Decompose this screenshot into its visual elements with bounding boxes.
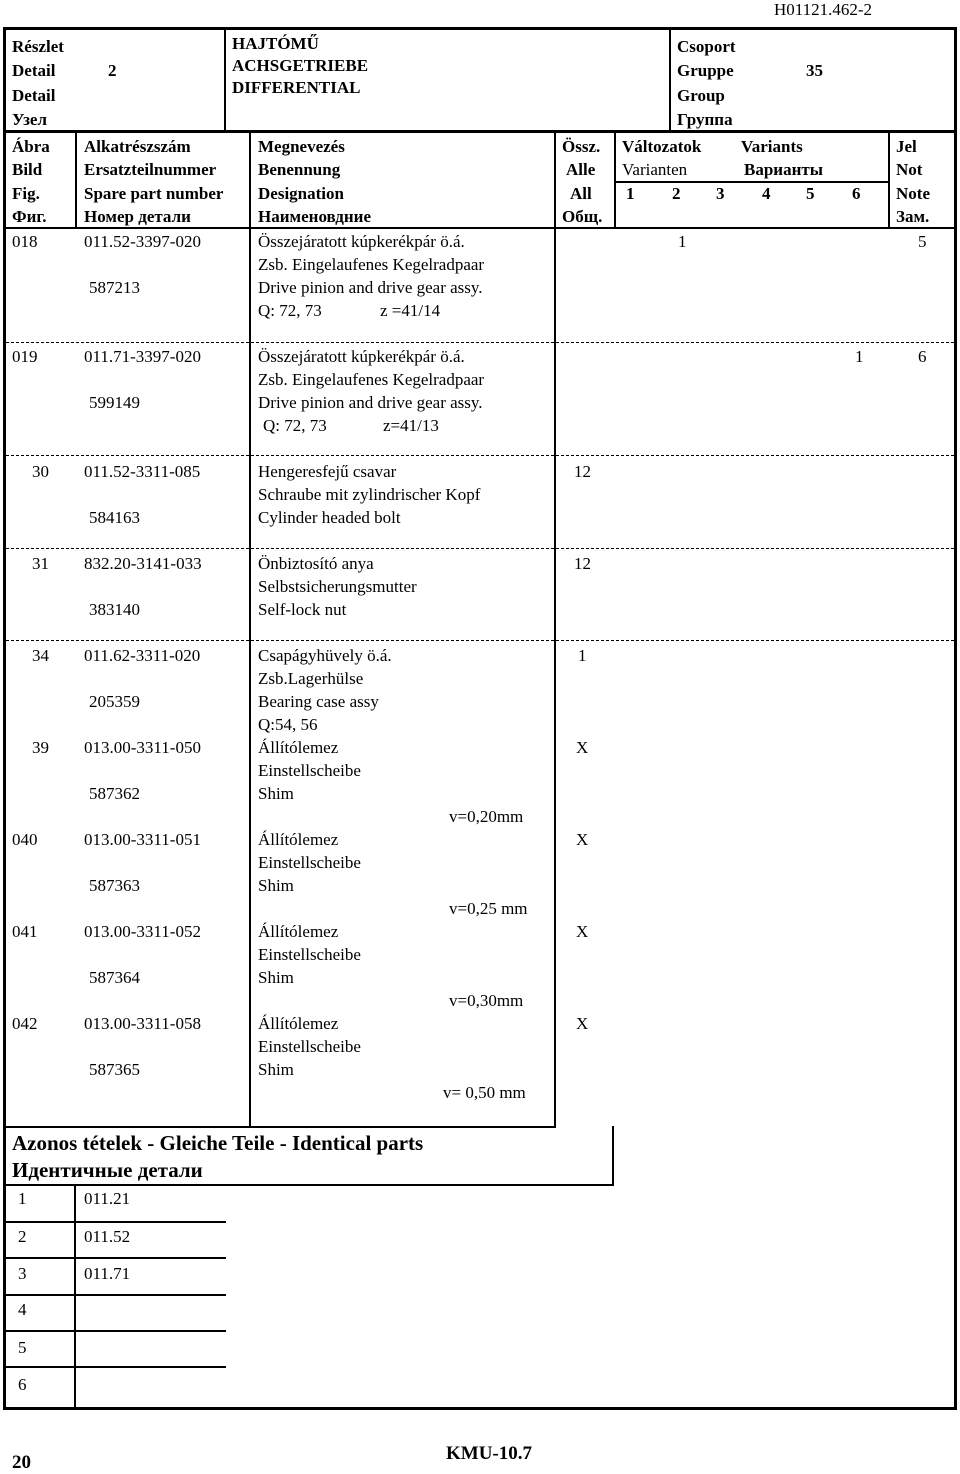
detail-label-en: Detail [12,86,56,105]
row-041-desc-en: Shim [258,968,294,987]
col-variants-en: Variants [741,137,803,156]
variant-num-1: 1 [626,184,635,203]
row-34-part: 011.62-3311-020 [84,646,201,665]
row-040-desc-en: Shim [258,876,294,895]
row-39-desc-de: Einstellscheibe [258,761,361,780]
row-34-desc-hu: Csapágyhüvely ö.á. [258,646,392,665]
col-desig-hu: Megnevezés [258,137,345,156]
row-39-desc-hu: Állítólemez [258,738,339,757]
row-018-fig: 018 [12,232,38,251]
row-018-z: z =41/14 [380,301,441,320]
col-note-en: Note [896,184,930,203]
row-018-part: 011.52-3397-020 [84,232,201,251]
row-042-desc-hu: Állítólemez [258,1014,339,1033]
header-divider [3,130,957,133]
row-018-q: Q: 72, 73 [258,301,322,320]
identical-parts-title: Azonos tételek - Gleiche Teile - Identical parts [12,1131,424,1155]
row-040-code: 587363 [89,876,140,895]
row-019-code: 599149 [89,393,140,412]
row-019-desc-hu: Összejáratott kúpkerékpár ö.á. [258,347,465,366]
row-042-thickness: v= 0,50 mm [443,1083,526,1102]
detail-label-de: Detail [12,61,56,80]
row-39-part: 013.00-3311-050 [84,738,201,757]
row-018-code: 587213 [89,278,140,297]
page-number: 20 [12,1452,31,1473]
row-042-code: 587365 [89,1060,140,1079]
row-041-thickness: v=0,30mm [449,991,524,1010]
row-019-desc-en: Drive pinion and drive gear assy. [258,393,483,412]
detail-label-ru: Узел [12,110,47,129]
row-34-desc-q: Q:54, 56 [258,715,318,734]
col-part-ru: Номер детали [84,207,191,226]
col-qty-en: All [570,184,592,203]
identical-item-5-n: 5 [18,1338,27,1357]
row-041-code: 587364 [89,968,140,987]
row-30-code: 584163 [89,508,140,527]
group-label-de: Gruppe [677,61,734,80]
col-desig-de: Benennung [258,160,341,179]
header-vline-1 [224,27,226,131]
row-019-desc-de: Zsb. Eingelaufenes Kegelradpaar [258,370,485,389]
row-019-q: Q: 72, 73 [263,416,327,435]
document-reference: H01121.462-2 [774,0,873,19]
identical-box-right [612,1126,614,1186]
row-042-desc-en: Shim [258,1060,294,1079]
row-31-part: 832.20-3141-033 [84,554,202,573]
variants-underline [616,181,888,183]
col-note-ru: Зам. [896,207,930,226]
row-018-desc-en: Drive pinion and drive gear assy. [258,278,483,297]
row-041-desc-hu: Állítólemez [258,922,339,941]
identical-row-line [6,1294,226,1296]
frame-bottom [3,1407,957,1410]
variant-num-6: 6 [852,184,861,203]
identical-row-line [6,1257,226,1259]
identical-item-2-v: 011.52 [84,1227,131,1246]
identical-item-1-v: 011.21 [84,1189,131,1208]
variant-num-5: 5 [806,184,815,203]
row-separator [6,342,954,343]
row-040-fig: 040 [12,830,38,849]
row-separator [6,455,954,456]
row-34-desc-de: Zsb.Lagerhülse [258,669,364,688]
col-fig-en: Fig. [12,184,40,203]
row-040-desc-de: Einstellscheibe [258,853,361,872]
row-019-z: z=41/13 [383,416,439,435]
row-040-qty: X [576,830,589,849]
row-041-desc-de: Einstellscheibe [258,945,361,964]
row-30-desc-de: Schraube mit zylindrischer Kopf [258,485,481,504]
variant-num-3: 3 [716,184,725,203]
col-line-desc [554,131,556,1128]
row-39-qty: X [576,738,589,757]
row-39-fig: 39 [32,738,49,757]
row-019-variant: 1 [855,347,864,366]
col-variants-de: Varianten [622,160,688,179]
frame-left [3,27,6,1410]
identical-col-line [74,1185,76,1407]
row-019-fig: 019 [12,347,38,366]
row-018-desc-de: Zsb. Eingelaufenes Kegelradpaar [258,255,485,274]
identical-row-line [6,1366,226,1368]
title-line-hu: HAJTÓMŰ [232,34,319,53]
row-31-desc-hu: Önbiztosító anya [258,554,374,573]
col-line-var [888,131,890,229]
col-fig-de: Bild [12,160,43,179]
row-040-thickness: v=0,25 mm [449,899,528,918]
row-042-part: 013.00-3311-058 [84,1014,201,1033]
identical-item-3-v: 011.71 [84,1264,131,1283]
identical-row-line [6,1221,226,1223]
row-30-part: 011.52-3311-085 [84,462,201,481]
identical-item-3-n: 3 [18,1264,27,1283]
variant-num-2: 2 [672,184,681,203]
row-018-note: 5 [918,232,927,251]
identical-item-6-n: 6 [18,1375,27,1394]
row-042-fig: 042 [12,1014,38,1033]
parts-table-bottom [3,1126,556,1128]
model-name: KMU-10.7 [446,1443,533,1464]
group-label-en: Group [677,86,725,105]
row-separator [6,640,954,641]
group-label-hu: Csoport [677,37,736,56]
row-042-qty: X [576,1014,589,1033]
group-number: 35 [806,61,823,80]
identical-row-line [6,1330,226,1332]
row-040-part: 013.00-3311-051 [84,830,201,849]
row-39-desc-en: Shim [258,784,294,803]
row-30-desc-hu: Hengeresfejű csavar [258,462,397,481]
col-desig-en: Designation [258,184,344,203]
identical-parts-title-ru: Идентичные детали [12,1158,203,1182]
row-041-part: 013.00-3311-052 [84,922,201,941]
title-line-de: ACHSGETRIEBE [232,56,369,75]
detail-label-hu: Részlet [12,37,64,56]
group-label-ru: Группа [677,110,733,129]
row-019-note: 6 [918,347,927,366]
detail-number: 2 [108,61,117,80]
row-31-desc-en: Self-lock nut [258,600,347,619]
row-34-fig: 34 [32,646,49,665]
row-018-variant: 1 [678,232,687,251]
col-line-fig [75,131,77,229]
row-042-desc-de: Einstellscheibe [258,1037,361,1056]
col-line-part [249,131,251,1128]
identical-box-line [3,1184,614,1186]
identical-item-1-n: 1 [18,1189,27,1208]
header-vline-2 [669,27,671,131]
row-34-desc-en: Bearing case assy [258,692,379,711]
col-qty-hu: Össz. [562,137,601,156]
row-31-code: 383140 [89,600,140,619]
col-part-hu: Alkatrészszám [84,137,191,156]
row-34-code: 205359 [89,692,140,711]
row-30-qty: 12 [574,462,591,481]
col-line-qty [614,131,616,229]
frame-top [3,27,957,30]
row-31-qty: 12 [574,554,591,573]
row-31-fig: 31 [32,554,49,573]
col-note-de: Not [896,160,923,179]
row-34-qty: 1 [578,646,587,665]
row-31-desc-de: Selbstsicherungsmutter [258,577,417,596]
row-30-fig: 30 [32,462,49,481]
col-qty-ru: Общ. [562,207,603,226]
col-variants-hu: Változatok [622,137,702,156]
title-line-en: DIFFERENTIAL [232,78,361,97]
col-part-en: Spare part number [84,184,224,203]
col-qty-de: Alle [566,160,596,179]
col-note-hu: Jel [896,137,917,156]
row-041-fig: 041 [12,922,38,941]
row-041-qty: X [576,922,589,941]
col-fig-ru: Фиг. [12,207,47,226]
row-040-desc-hu: Állítólemez [258,830,339,849]
identical-item-2-n: 2 [18,1227,27,1246]
frame-right [954,27,957,1410]
variant-num-4: 4 [762,184,771,203]
col-part-de: Ersatzteilnummer [84,160,217,179]
col-fig-hu: Ábra [12,137,50,156]
row-separator [6,548,954,549]
col-desig-ru: Наименовдние [258,207,372,226]
row-018-desc-hu: Összejáratott kúpkerékpár ö.á. [258,232,465,251]
identical-item-4-n: 4 [18,1300,27,1319]
row-39-code: 587362 [89,784,140,803]
row-019-part: 011.71-3397-020 [84,347,201,366]
row-30-desc-en: Cylinder headed bolt [258,508,401,527]
row-39-thickness: v=0,20mm [449,807,524,826]
col-variants-ru: Варианты [744,160,824,179]
